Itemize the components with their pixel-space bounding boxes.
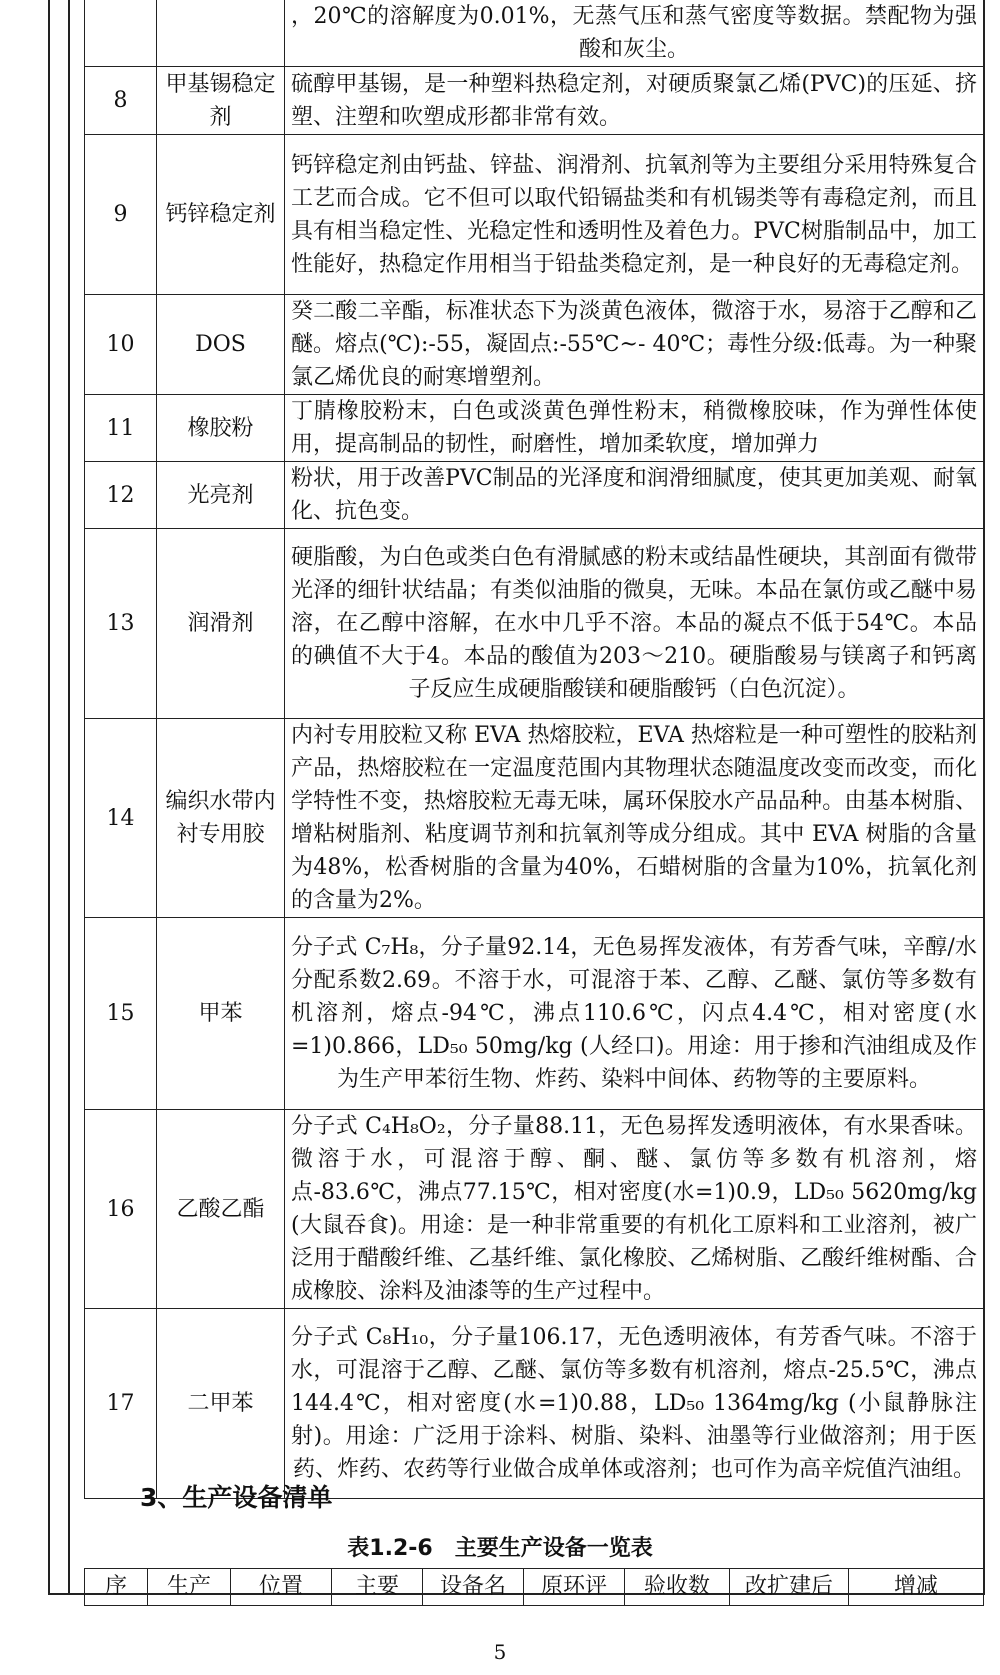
column-header: 验收数 <box>625 1569 730 1606</box>
table-row <box>85 1110 984 1309</box>
table-row <box>85 67 984 135</box>
column-header: 位置 <box>231 1569 332 1606</box>
table-row <box>85 295 984 395</box>
material-name: 橡胶粉 <box>157 395 285 462</box>
column-header: 生产 <box>148 1569 231 1606</box>
material-description: 粉状，用于改善PVC制品的光泽度和润滑细腻度，使其更加美观、耐氧化、抗色变。 <box>285 462 984 529</box>
row-number: 13 <box>85 529 157 719</box>
column-header: 主要 <box>332 1569 423 1606</box>
section-heading: 3、生产设备清单 <box>140 1483 333 1512</box>
table-row <box>85 529 984 719</box>
row-number <box>85 0 157 67</box>
row-number: 15 <box>85 918 157 1110</box>
row-number: 11 <box>85 395 157 462</box>
material-name: 甲基锡稳定剂 <box>157 67 285 135</box>
table-row <box>85 135 984 295</box>
table-row <box>85 395 984 462</box>
column-header: 改扩建后 <box>730 1569 849 1606</box>
row-number: 14 <box>85 719 157 918</box>
material-name: 编织水带内衬专用胶 <box>157 719 285 918</box>
material-description: 内衬专用胶粒又称 EVA 热熔胶粒，EVA 热熔粒是一种可塑性的胶粘剂产品，热熔胶粒在一定温度范围内其物理状态随温度改变而改变，而化学特性不变，热熔胶粒无毒无味，属环保胶水产品品种。由基本树脂、增粘树脂剂、粘度调节剂和抗氧剂等成分组成。其中 EVA 树脂的含量为48%，松香树脂的含量为40%，石蜡树脂的含量为10%，抗氧化剂的含量为2%。 <box>285 719 984 918</box>
material-description: 丁腈橡胶粉末，白色或淡黄色弹性粉末，稍微橡胶味，作为弹性体使用，提高制品的韧性，耐磨性，增加柔软度，增加弹力 <box>285 395 984 462</box>
material-description: 癸二酸二辛酯，标准状态下为淡黄色液体，微溶于水，易溶于乙醇和乙醚。熔点(℃):-55，凝固点:-55℃~- 40℃；毒性分级:低毒。为一种聚氯乙烯优良的耐寒增塑剂。 <box>285 295 984 395</box>
table-caption: 表1.2-6 主要生产设备一览表 <box>347 1536 653 1561</box>
outer-left-border <box>48 0 50 1595</box>
page-number: 5 <box>493 1640 507 1664</box>
table-row <box>85 1309 984 1499</box>
row-number: 9 <box>85 135 157 295</box>
inner-left-border <box>68 0 70 1595</box>
table-row <box>85 918 984 1110</box>
material-name: 润滑剂 <box>157 529 285 719</box>
material-name: 二甲苯 <box>157 1309 285 1499</box>
material-description: 分子式 C₄H₈O₂，分子量88.11，无色易挥发透明液体，有水果香味。微溶于水，可混溶于醇、酮、醚、氯仿等多数有机溶剂，熔点-83.6℃，沸点77.15℃，相对密度(水=1)0.9，LD₅₀ 5620mg/kg (大鼠吞食)。用途：是一种非常重要的有机化工原料和工业溶剂，被广泛用于醋酸纤维、乙基纤维、氯化橡胶、乙烯树脂、乙酸纤维树酯、合成橡胶、涂料及油漆等的生产过程中。 <box>285 1110 984 1309</box>
table-row <box>85 0 984 67</box>
material-name <box>157 0 285 67</box>
material-name: 乙酸乙酯 <box>157 1110 285 1309</box>
material-description: 分子式 C₇H₈，分子量92.14，无色易挥发液体，有芳香气味，辛醇/水分配系数2.69。不溶于水，可混溶于苯、乙醇、乙醚、氯仿等多数有机溶剂，熔点-94℃，沸点110.6℃，闪点4.4℃，相对密度(水=1)0.866，LD₅₀ 50mg/kg (人经口)。用途：用于掺和汽油组成及作为生产甲苯衍生物、炸药、染料中间体、药物等的主要原料。 <box>285 918 984 1110</box>
row-number: 17 <box>85 1309 157 1499</box>
row-number: 10 <box>85 295 157 395</box>
raw-material-table <box>84 0 984 1499</box>
table-row <box>85 719 984 918</box>
table-row <box>85 1569 984 1606</box>
column-header: 序 <box>85 1569 148 1606</box>
material-name: 甲苯 <box>157 918 285 1110</box>
material-description: 硬脂酸，为白色或类白色有滑腻感的粉末或结晶性硬块，其剖面有微带光泽的细针状结晶；有类似油脂的微臭，无味。本品在氯仿或乙醚中易溶，在乙醇中溶解，在水中几乎不溶。本品的凝点不低于54℃。本品的碘值不大于4。本品的酸值为203～210。硬脂酸易与镁离子和钙离子反应生成硬脂酸镁和硬脂酸钙（白色沉淀）。 <box>285 529 984 719</box>
column-header: 设备名 <box>423 1569 524 1606</box>
material-description: 分子式 C₈H₁₀，分子量106.17，无色透明液体，有芳香气味。不溶于水，可混溶于乙醇、乙醚、氯仿等多数有机溶剂，熔点-25.5℃，沸点144.4℃，相对密度(水=1)0.88，LD₅₀ 1364mg/kg (小鼠静脉注射)。用途：广泛用于涂料、树脂、染料、油墨等行业做溶剂；用于医药、炸药、农药等行业做合成单体或溶剂；也可作为高辛烷值汽油组。 <box>285 1309 984 1499</box>
material-name: 钙锌稳定剂 <box>157 135 285 295</box>
column-header: 原环评 <box>524 1569 625 1606</box>
row-number: 16 <box>85 1110 157 1309</box>
material-description: 硫醇甲基锡，是一种塑料热稳定剂，对硬质聚氯乙烯(PVC)的压延、挤塑、注塑和吹塑成形都非常有效。 <box>285 67 984 135</box>
row-number: 8 <box>85 67 157 135</box>
material-name: 光亮剂 <box>157 462 285 529</box>
material-name: DOS <box>157 295 285 395</box>
material-description: ，20℃的溶解度为0.01%，无蒸气压和蒸气密度等数据。禁配物为强酸和灰尘。 <box>285 0 984 67</box>
equipment-table-header <box>84 1568 984 1606</box>
row-number: 12 <box>85 462 157 529</box>
column-header: 增减 <box>849 1569 984 1606</box>
table-row <box>85 462 984 529</box>
material-description: 钙锌稳定剂由钙盐、锌盐、润滑剂、抗氧剂等为主要组分采用特殊复合工艺而合成。它不但可以取代铅镉盐类和有机锡类等有毒稳定剂，而且具有相当稳定性、光稳定性和透明性及着色力。PVC树脂制品中，加工性能好，热稳定作用相当于铅盐类稳定剂，是一种良好的无毒稳定剂。 <box>285 135 984 295</box>
